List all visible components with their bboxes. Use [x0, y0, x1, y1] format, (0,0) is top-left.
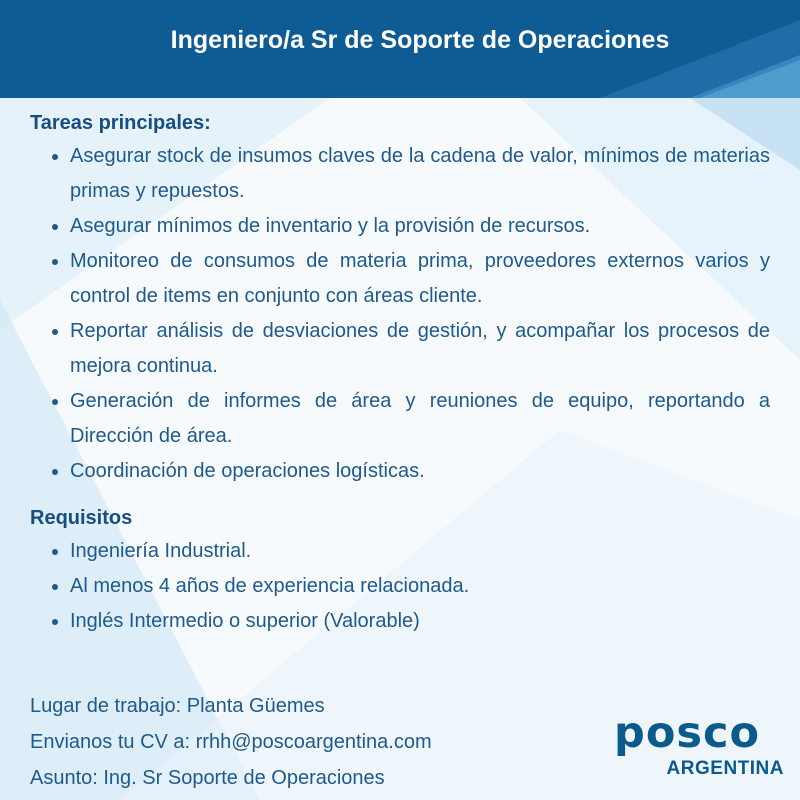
tasks-list	[30, 139, 770, 489]
workplace-line: Lugar de trabajo: Planta Güemes	[30, 695, 325, 717]
requirement-text: Ingeniería Industrial.	[70, 540, 252, 562]
list-item	[30, 454, 770, 489]
bullet-icon	[52, 619, 58, 625]
list-item	[30, 314, 770, 384]
bullet-icon	[52, 549, 58, 555]
logo-subtitle: ARGENTINA	[666, 758, 784, 779]
bullet-icon	[52, 329, 58, 335]
task-text: Coordinación de operaciones logísticas.	[70, 460, 425, 482]
tasks-heading: Tareas principales:	[30, 112, 211, 134]
bullet-icon	[52, 259, 58, 265]
bullet-icon	[52, 224, 58, 230]
bullet-icon	[52, 469, 58, 475]
page-title: Ingeniero/a Sr de Soporte de Operaciones	[170, 26, 670, 54]
list-item	[30, 209, 770, 244]
bullet-icon	[52, 584, 58, 590]
list-item	[30, 384, 770, 454]
logo-brand: posco	[614, 708, 760, 758]
list-item	[30, 534, 770, 569]
requirements-list	[30, 534, 770, 639]
task-text: Asegurar mínimos de inventario y la provisión de recursos.	[70, 215, 591, 237]
requirements-heading: Requisitos	[30, 507, 133, 529]
task-text: Asegurar stock de insumos claves de la cadena de valor, mínimos de materias primas y repuestos.	[70, 145, 770, 202]
requirement-text: Inglés Intermedio o superior (Valorable)	[70, 610, 420, 632]
task-text: Monitoreo de consumos de materia prima, proveedores externos varios y control de items en conjunto con áreas cliente.	[70, 250, 770, 307]
bullet-icon	[52, 154, 58, 160]
task-text: Reportar análisis de desviaciones de gestión, y acompañar los procesos de mejora continua.	[70, 320, 770, 377]
requirement-text: Al menos 4 años de experiencia relacionada.	[70, 575, 470, 597]
bullet-icon	[52, 399, 58, 405]
subject-line: Asunto: Ing. Sr Soporte de Operaciones	[30, 767, 385, 789]
posco-argentina-logo	[614, 708, 788, 788]
list-item	[30, 244, 770, 314]
list-item	[30, 569, 770, 604]
list-item	[30, 604, 770, 639]
list-item	[30, 139, 770, 209]
task-text: Generación de informes de área y reuniones de equipo, reportando a Dirección de área.	[70, 390, 770, 447]
main-content	[30, 112, 770, 639]
contact-footer	[30, 688, 432, 796]
send-cv-line: Envianos tu CV a: rrhh@poscoargentina.com	[30, 731, 432, 753]
